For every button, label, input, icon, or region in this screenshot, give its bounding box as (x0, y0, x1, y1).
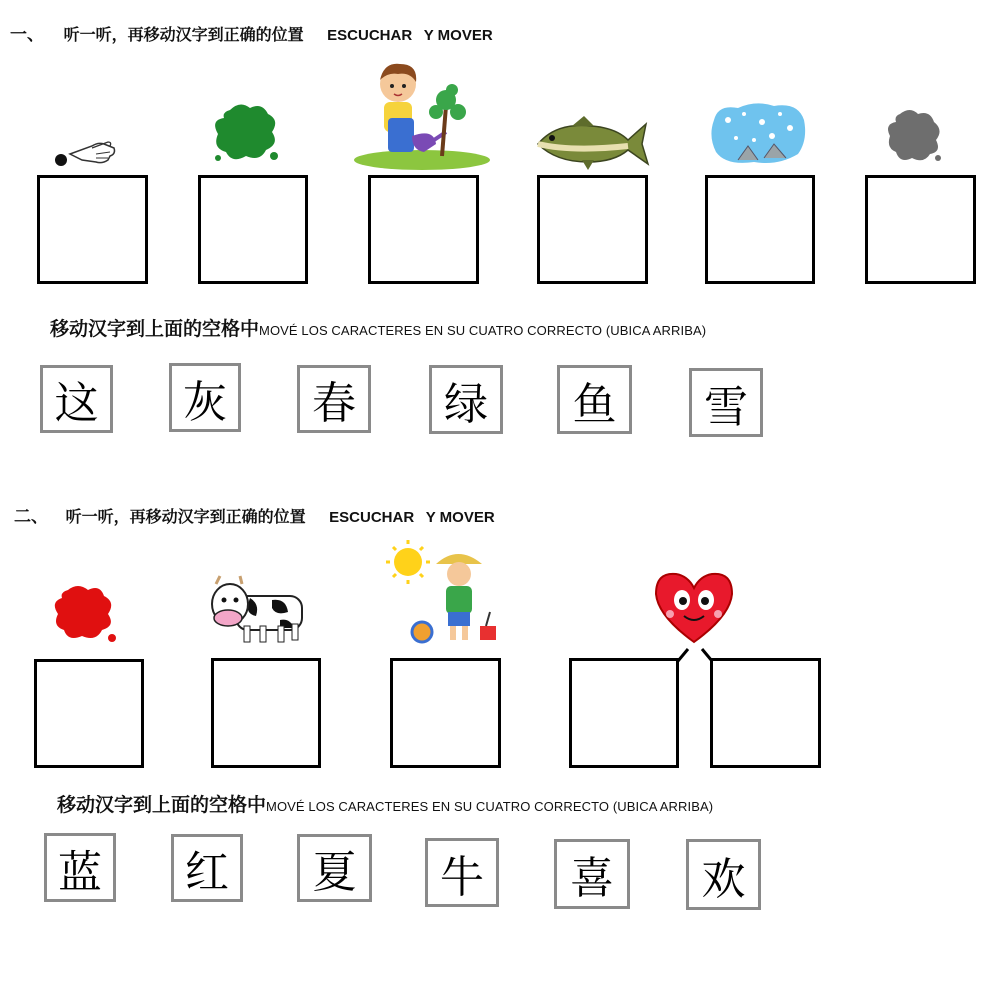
drop-box-s2-1[interactable] (34, 659, 144, 768)
drop-box-s1-5[interactable] (705, 175, 815, 284)
connector-lines (674, 645, 716, 663)
drop-box-s1-2[interactable] (198, 175, 308, 284)
character-card[interactable]: 绿 (429, 365, 503, 434)
gray-paint-splash-icon (884, 106, 944, 166)
character-card[interactable]: 夏 (297, 834, 372, 902)
green-paint-splash-icon (210, 100, 282, 166)
section2-instruction-es: MOVÉ LOS CARACTERES EN SU CUATRO CORRECTO (UBICA ARRIBA) (266, 799, 714, 814)
drop-box-s1-1[interactable] (37, 175, 148, 284)
section1-title-es-2: Y MOVER (423, 27, 493, 44)
drop-box-s2-3[interactable] (390, 658, 501, 768)
section2-number: 二、 (14, 507, 48, 527)
section1-title-zh: 听一听，再移动汉字到正确的位置 (63, 25, 304, 44)
character-card[interactable]: 欢 (686, 839, 761, 910)
section1-instruction (50, 314, 706, 341)
character-card[interactable]: 灰 (169, 363, 241, 432)
section2-title-es: ESCUCHAR (329, 509, 415, 526)
drop-box-s1-6[interactable] (865, 175, 976, 284)
character-card[interactable]: 红 (171, 834, 243, 902)
fish-icon (532, 112, 650, 172)
section1-title-es: ESCUCHAR (327, 27, 413, 44)
character-card[interactable]: 蓝 (44, 833, 116, 902)
character-card[interactable]: 这 (40, 365, 113, 433)
character-card[interactable]: 鱼 (557, 365, 632, 434)
section1-heading (10, 20, 493, 45)
cow-icon (210, 574, 306, 646)
character-card[interactable]: 春 (297, 365, 371, 433)
character-card[interactable]: 喜 (554, 839, 630, 909)
drop-box-s2-4[interactable] (569, 658, 679, 768)
drop-box-s1-3[interactable] (368, 175, 479, 284)
red-paint-splash-icon (50, 582, 118, 644)
section2-title-es-2: Y MOVER (425, 509, 495, 526)
drop-box-s1-4[interactable] (537, 175, 648, 284)
drop-box-s2-2[interactable] (211, 658, 321, 768)
character-card[interactable]: 牛 (425, 838, 499, 907)
section1-instruction-zh: 移动汉字到上面的空格中 (50, 318, 260, 340)
section2-title-zh: 听一听，再移动汉字到正确的位置 (65, 507, 306, 526)
boy-planting-tree-icon (350, 60, 490, 172)
section1-number: 一、 (10, 25, 44, 45)
boy-summer-beach-icon (386, 540, 502, 646)
section1-instruction-es: MOVÉ LOS CARACTERES EN SU CUATRO CORRECTO (UBICA ARRIBA) (259, 323, 707, 338)
snow-scene-icon (708, 100, 808, 168)
pointing-hand-icon (52, 128, 118, 170)
drop-box-s2-5[interactable] (710, 658, 821, 768)
section2-instruction (57, 790, 713, 817)
section2-instruction-zh: 移动汉字到上面的空格中 (57, 794, 267, 816)
section2-heading (14, 502, 495, 527)
character-card[interactable]: 雪 (689, 368, 763, 437)
heart-face-icon (652, 570, 736, 644)
